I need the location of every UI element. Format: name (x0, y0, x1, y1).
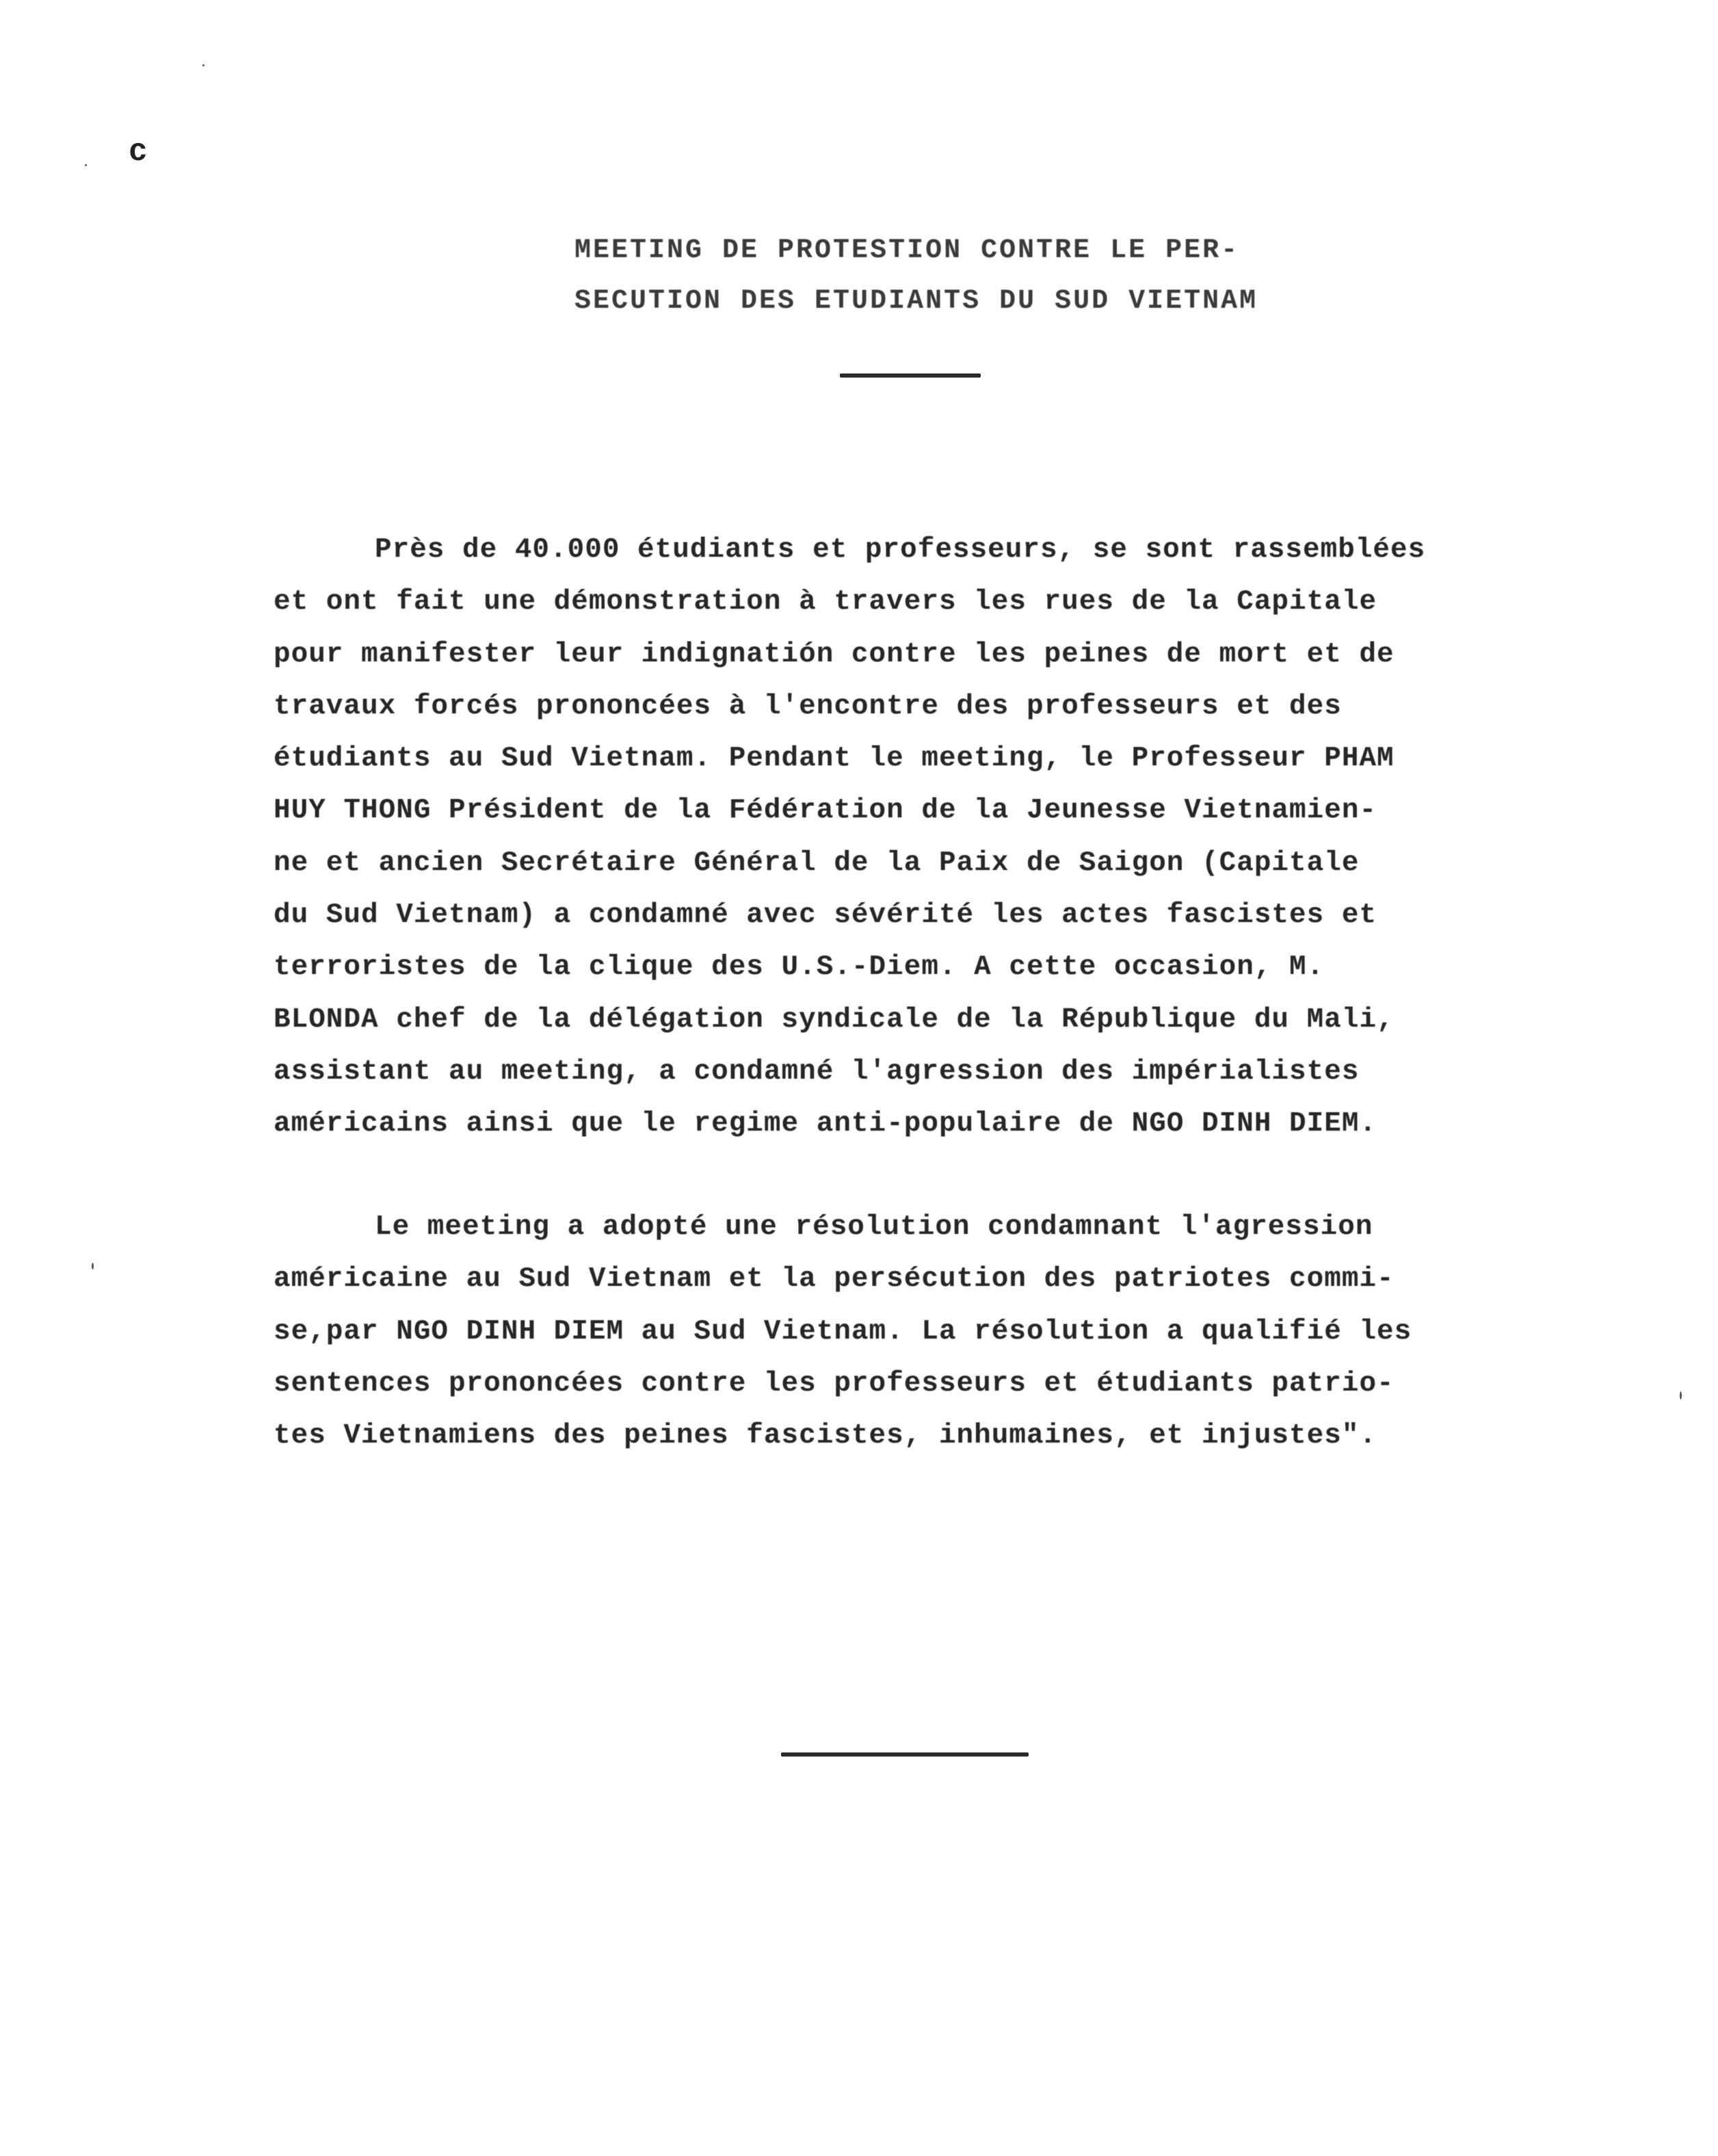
paragraph-2 (274, 1201, 1573, 1462)
scan-speck (1680, 1391, 1682, 1399)
paragraph-1-line: Près de 40.000 étudiants et professeurs, se sont rassemblées (375, 534, 1426, 566)
paragraph-1-line: travaux forcés prononcées à l'encontre des professeurs et des (274, 690, 1342, 722)
corner-mark: c (129, 134, 148, 170)
paragraph-1-line: et ont fait une démonstration à travers les rues de la Capitale (274, 586, 1377, 618)
title-line-2: SECUTION DES ETUDIANTS DU SUD VIETNAM (574, 286, 1258, 317)
paragraph-1-line: du Sud Vietnam) a condamné avec sévérité les actes fascistes et (274, 899, 1377, 932)
paragraph-2-line: se,par NGO DINH DIEM au Sud Vietnam. La résolution a qualifié les (274, 1315, 1412, 1348)
paragraph-1-line: étudiants au Sud Vietnam. Pendant le meeting, le Professeur PHAM (274, 743, 1395, 775)
paragraph-2-line: Le meeting a adopté une résolution condamnant l'agression (375, 1211, 1373, 1243)
paragraph-1-line: ne et ancien Secrétaire Général de la Paix de Saigon (Capitale (274, 847, 1360, 879)
paragraph-1-line: terroristes de la clique des U.S.-Diem. A cette occasion, M. (274, 951, 1325, 984)
title-underline-rule (840, 373, 981, 378)
title-line-1: MEETING DE PROTESTION CONTRE LE PER- (574, 235, 1240, 266)
scan-speck (85, 164, 87, 166)
end-rule (781, 1752, 1029, 1757)
paragraph-1-line: américains ainsi que le regime anti-populaire de NGO DINH DIEM. (274, 1108, 1377, 1140)
paragraph-1-line: pour manifester leur indignatión contre les peines de mort et de (274, 638, 1395, 670)
paragraph-2-line: sentences prononcées contre les professeurs et étudiants patrio- (274, 1367, 1395, 1399)
paragraph-1 (274, 524, 1573, 1151)
document-title (574, 226, 1395, 327)
paragraph-1-line: assistant au meeting, a condamné l'agression des impérialistes (274, 1055, 1360, 1088)
paragraph-2-line: tes Vietnamiens des peines fascistes, inhumaines, et injustes". (274, 1420, 1377, 1452)
scan-speck (202, 64, 204, 66)
paragraph-2-line: américaine au Sud Vietnam et la persécution des patriotes commi- (274, 1263, 1395, 1296)
paragraph-1-line: HUY THONG Président de la Fédération de la Jeunesse Vietnamien- (274, 795, 1377, 827)
scan-speck (92, 1263, 94, 1270)
paragraph-1-line: BLONDA chef de la délégation syndicale de la République du Mali, (274, 1003, 1395, 1036)
